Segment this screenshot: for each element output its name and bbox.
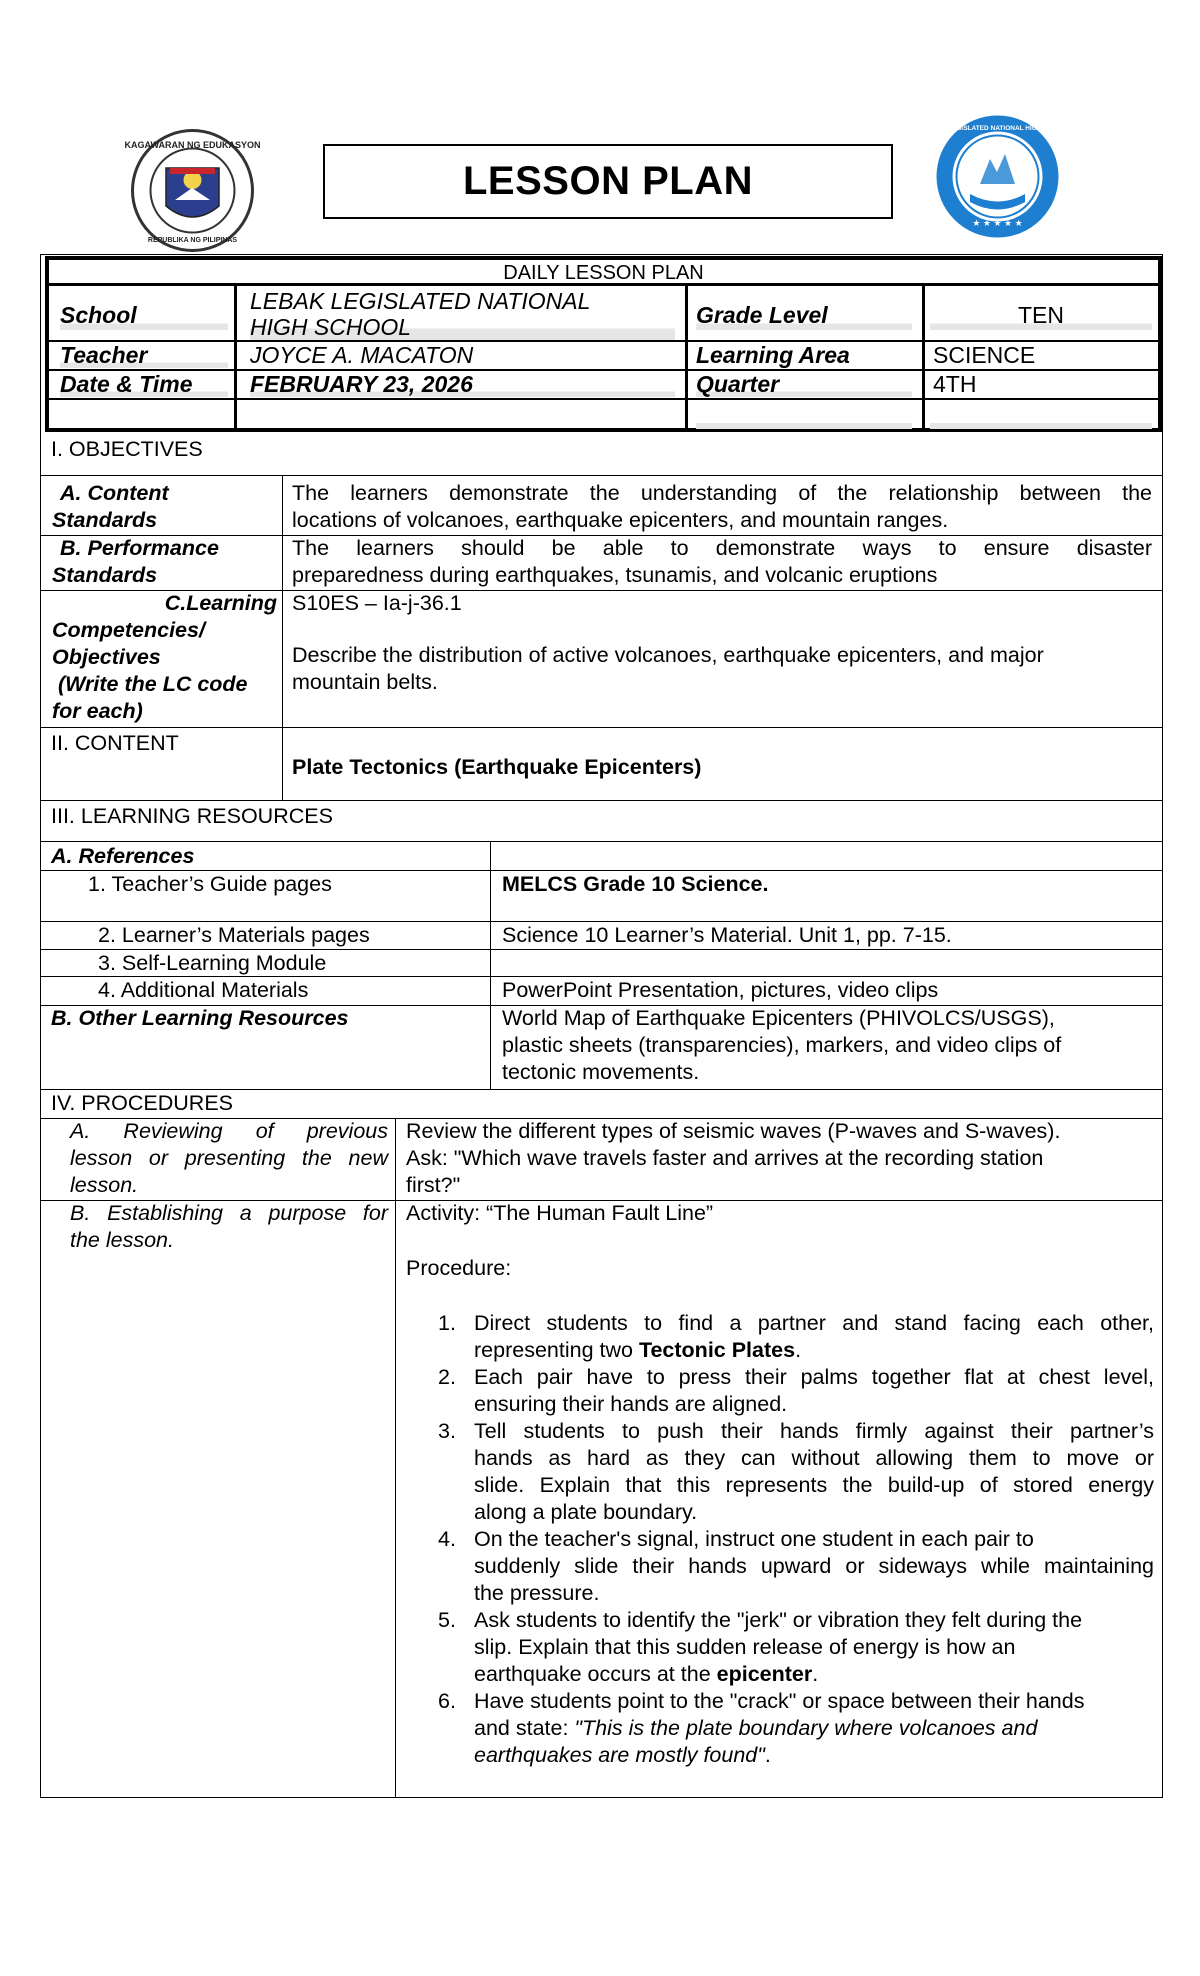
grade-level-value: TEN	[930, 300, 1152, 330]
procedures-heading: IV. PROCEDURES	[51, 1091, 234, 1115]
list-item: 3. Tell students to push their hands firmly against their partner’s hands as hard as they can without allowing them to move or slide. Explain that this represents the build-up of stored energy along a plate boundary.	[438, 1419, 1154, 1524]
learning-competencies-code: S10ES – Ia-j-36.1	[292, 591, 462, 615]
content-value: Plate Tectonics (Earthquake Epicenters)	[292, 755, 702, 779]
activity-title: Activity: “The Human Fault Line”	[406, 1201, 714, 1225]
quarter-value: 4TH	[933, 371, 977, 397]
other-resources-value: World Map of Earthquake Epicenters (PHIVOLCS/USGS), plastic sheets (transparencies), markers, and video clips of tectonic movements.	[502, 1006, 1062, 1084]
learners-materials-label: 2. Learner’s Materials pages	[98, 923, 370, 947]
learning-area-value: SCIENCE	[933, 342, 1036, 368]
school-value: LEBAK LEGISLATED NATIONAL HIGH SCHOOL	[250, 288, 675, 340]
svg-text:KAGAWARAN NG EDUKASYON: KAGAWARAN NG EDUKASYON	[124, 140, 261, 150]
teachers-guide-value: MELCS Grade 10 Science.	[502, 872, 769, 896]
list-item: 1. Direct students to find a partner and stand facing each other, representing two Tectonic Plates.	[438, 1311, 1154, 1362]
content-standards-label: A. Content Standards	[52, 481, 169, 532]
additional-materials-label: 4. Additional Materials	[98, 978, 309, 1002]
list-item: 5. Ask students to identify the "jerk" or vibration they felt during the slip. Explain that this sudden release of energy is how an earthquake occurs at the epicenter.	[438, 1608, 1083, 1686]
learning-area-label: Learning Area	[696, 342, 850, 368]
svg-text:★ ★ ★ ★ ★: ★ ★ ★ ★ ★	[972, 218, 1023, 228]
date-value: FEBRUARY 23, 2026	[250, 371, 675, 397]
blank-cell	[696, 401, 912, 429]
learning-resources-heading: III. LEARNING RESOURCES	[51, 804, 333, 828]
school-label: School	[60, 300, 228, 330]
learning-competencies-text: Describe the distribution of active volcanoes, earthquake epicenters, and major mountain belts.	[292, 643, 1044, 694]
content-heading: II. CONTENT	[51, 731, 179, 755]
svg-text:LEBAK LEGISLATED NATIONAL HIGH: LEBAK LEGISLATED NATIONAL HIGH SCHOOL	[923, 125, 1072, 132]
teachers-guide-label: 1. Teacher’s Guide pages	[88, 872, 332, 896]
blank-cell	[930, 401, 1152, 429]
teacher-label: Teacher	[60, 342, 228, 368]
additional-materials-value: PowerPoint Presentation, pictures, video clips	[502, 978, 939, 1002]
objectives-heading: I. OBJECTIVES	[51, 437, 203, 461]
list-item: 2. Each pair have to press their palms together flat at chest level, ensuring their hands are aligned.	[438, 1365, 1154, 1416]
teacher-value: JOYCE A. MACATON	[250, 342, 474, 368]
date-label: Date & Time	[60, 371, 228, 397]
performance-standards-label: B. Performance Standards	[52, 536, 219, 587]
procedure-b-label: B. Establishing a purpose for the lesson.	[70, 1201, 388, 1252]
info-title: DAILY LESSON PLAN	[49, 258, 1158, 286]
list-item: 4. On the teacher's signal, instruct one student in each pair to suddenly slide their hands upward or sideways while maintaining the pressure.	[438, 1527, 1154, 1605]
deped-seal-logo	[124, 128, 261, 253]
references-label: A. References	[51, 844, 195, 868]
learners-materials-value: Science 10 Learner’s Material. Unit 1, pp. 7-15.	[502, 923, 952, 947]
content-standards-text: The learners demonstrate the understanding of the relationship between the locations of volcanoes, earthquake epicenters, and mountain ranges.	[292, 481, 1152, 532]
quarter-label: Quarter	[696, 371, 912, 397]
list-item: 6. Have students point to the "crack" or space between their hands and state: "This is the plate boundary where volcanoes and earthquakes are mostly found".	[438, 1689, 1085, 1767]
learning-competencies-label: C.Learning Competencies/ Objectives (Write the LC code for each)	[52, 591, 277, 723]
school-seal-logo	[923, 114, 1072, 239]
page-title: LESSON PLAN	[323, 144, 893, 219]
svg-text:REPUBLIKA NG PILIPINAS: REPUBLIKA NG PILIPINAS	[147, 237, 238, 244]
procedure-steps-list	[406, 1310, 1154, 1769]
grade-level-label: Grade Level	[696, 300, 912, 330]
svg-text:1990: 1990	[988, 191, 1007, 200]
procedure-subheading: Procedure:	[406, 1256, 512, 1280]
performance-standards-text: The learners should be able to demonstrate ways to ensure disaster preparedness during earthquakes, tsunamis, and volcanic eruptions	[292, 536, 1152, 587]
self-learning-module-label: 3. Self-Learning Module	[98, 951, 327, 975]
other-resources-label: B. Other Learning Resources	[51, 1006, 349, 1030]
procedure-a-text: Review the different types of seismic waves (P-waves and S-waves). Ask: "Which wave travels faster and arrives at the recording station first?"	[406, 1119, 1061, 1197]
procedure-a-label: A. Reviewing of previous lesson or presenting the new lesson.	[70, 1119, 388, 1197]
